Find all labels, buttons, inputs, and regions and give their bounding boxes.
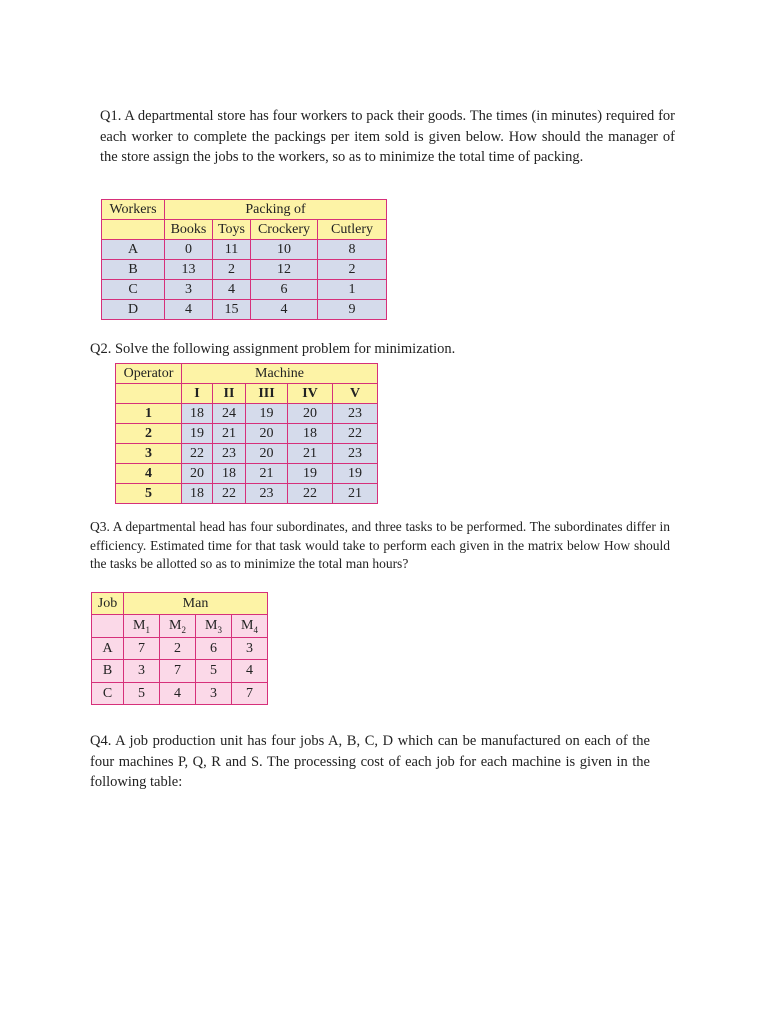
table-row	[116, 424, 378, 444]
table-cell: 23	[333, 404, 378, 424]
table-cell: 24	[213, 404, 246, 424]
table-cell: 18	[182, 404, 213, 424]
q1-col-header: Crockery	[251, 220, 318, 240]
q2-table	[115, 363, 378, 504]
table-cell: 19	[246, 404, 288, 424]
table-row	[116, 484, 378, 504]
table-cell: 19	[288, 464, 333, 484]
q2-col-header: III	[246, 384, 288, 404]
table-cell: 20	[288, 404, 333, 424]
q1-column-header-row	[102, 220, 387, 240]
table-cell: 7	[160, 660, 196, 683]
q3-group-header: Man	[124, 593, 268, 615]
q3-col-header: $M_1$	[124, 615, 160, 638]
q2-col-header: I	[182, 384, 213, 404]
table-row	[116, 444, 378, 464]
q1-col-header: Toys	[213, 220, 251, 240]
table-cell: 4	[160, 683, 196, 705]
table-row	[92, 638, 268, 660]
table-cell: 21	[246, 464, 288, 484]
q2-row-label: 1	[116, 404, 182, 424]
q2-row-label: 4	[116, 464, 182, 484]
table-cell: 15	[213, 300, 251, 320]
table-cell: 7	[124, 638, 160, 660]
q2-col-header: IV	[288, 384, 333, 404]
table-cell: 21	[213, 424, 246, 444]
q1-row-label: C	[102, 280, 165, 300]
q2-row-label: 3	[116, 444, 182, 464]
table-cell: 0	[165, 240, 213, 260]
q2-row-label: 5	[116, 484, 182, 504]
table-cell: 4	[213, 280, 251, 300]
table-cell: 11	[213, 240, 251, 260]
table-cell: 5	[196, 660, 232, 683]
q2-col-header: V	[333, 384, 378, 404]
table-cell: 9	[318, 300, 387, 320]
table-cell: 22	[333, 424, 378, 444]
table-row	[92, 683, 268, 705]
table-cell: 20	[246, 444, 288, 464]
q1-col-header: Cutlery	[318, 220, 387, 240]
table-cell: 22	[213, 484, 246, 504]
q3-text: Q3. A departmental head has four subordinates, and three tasks to be performed. The subordinates differ in efficiency. Estimated time for that task would take to perform each given in the matrix below How should the tasks be allotted so as to minimize the total man hours?	[90, 519, 670, 571]
table-cell: 23	[213, 444, 246, 464]
table-row	[116, 464, 378, 484]
table-row	[102, 300, 387, 320]
q1-col-header: Books	[165, 220, 213, 240]
table-cell: 21	[333, 484, 378, 504]
q2-corner-cell	[116, 384, 182, 404]
q3-row-label: A	[92, 638, 124, 660]
q3-col-header: $M_2$	[160, 615, 196, 638]
q1-row-label: A	[102, 240, 165, 260]
table-cell: 6	[196, 638, 232, 660]
table-row	[102, 240, 387, 260]
table-cell: 18	[182, 484, 213, 504]
q1-row-label: D	[102, 300, 165, 320]
q2-row-header: Operator	[116, 364, 182, 384]
table-row	[102, 260, 387, 280]
table-cell: 19	[182, 424, 213, 444]
q3-row-label: B	[92, 660, 124, 683]
table-cell: 6	[251, 280, 318, 300]
q1-group-header: Packing of	[165, 200, 387, 220]
q1-text: Q1. A departmental store has four workers to pack their goods. The times (in minutes) required for each worker to complete the packings per item sold is given below. How should the manager of the store assign the jobs to the workers, so as to minimize the total time of packing.	[100, 108, 675, 165]
table-cell: 23	[333, 444, 378, 464]
table-cell: 13	[165, 260, 213, 280]
table-cell: 2	[213, 260, 251, 280]
q2-column-header-row	[116, 384, 378, 404]
table-cell: 8	[318, 240, 387, 260]
q3-row-label: C	[92, 683, 124, 705]
q3-corner-cell	[92, 615, 124, 638]
q3-column-header-row	[92, 615, 268, 638]
q1-corner-cell	[102, 220, 165, 240]
table-cell: 7	[232, 683, 268, 705]
table-cell: 10	[251, 240, 318, 260]
table-cell: 3	[165, 280, 213, 300]
q2-col-header: II	[213, 384, 246, 404]
table-row	[102, 280, 387, 300]
table-cell: 3	[124, 660, 160, 683]
table-row	[116, 404, 378, 424]
q3-col-header: $M_4$	[232, 615, 268, 638]
table-cell: 2	[160, 638, 196, 660]
q3-col-header: $M_3$	[196, 615, 232, 638]
table-cell: 4	[251, 300, 318, 320]
table-cell: 3	[196, 683, 232, 705]
q1-row-header: Workers	[102, 200, 165, 220]
table-cell: 2	[318, 260, 387, 280]
table-cell: 5	[124, 683, 160, 705]
q1-row-label: B	[102, 260, 165, 280]
table-cell: 18	[213, 464, 246, 484]
table-cell: 4	[232, 660, 268, 683]
q4-text: Q4. A job production unit has four jobs A, B, C, D which can be manufactured on each of the four machines P, Q, R and S. The processing cost of each job for each machine is given in the following table:	[90, 733, 650, 790]
q1-table	[101, 199, 387, 320]
table-cell: 3	[232, 638, 268, 660]
q2-group-header: Machine	[182, 364, 378, 384]
table-cell: 12	[251, 260, 318, 280]
table-cell: 4	[165, 300, 213, 320]
q3-table	[91, 592, 268, 705]
table-row	[92, 660, 268, 683]
table-cell: 22	[288, 484, 333, 504]
table-cell: 20	[246, 424, 288, 444]
table-cell: 22	[182, 444, 213, 464]
table-cell: 20	[182, 464, 213, 484]
q3-row-header: Job	[92, 593, 124, 615]
q2-row-label: 2	[116, 424, 182, 444]
q2-text: Q2. Solve the following assignment problem for minimization.	[90, 341, 456, 357]
table-cell: 18	[288, 424, 333, 444]
table-cell: 1	[318, 280, 387, 300]
table-cell: 23	[246, 484, 288, 504]
table-cell: 19	[333, 464, 378, 484]
table-cell: 21	[288, 444, 333, 464]
